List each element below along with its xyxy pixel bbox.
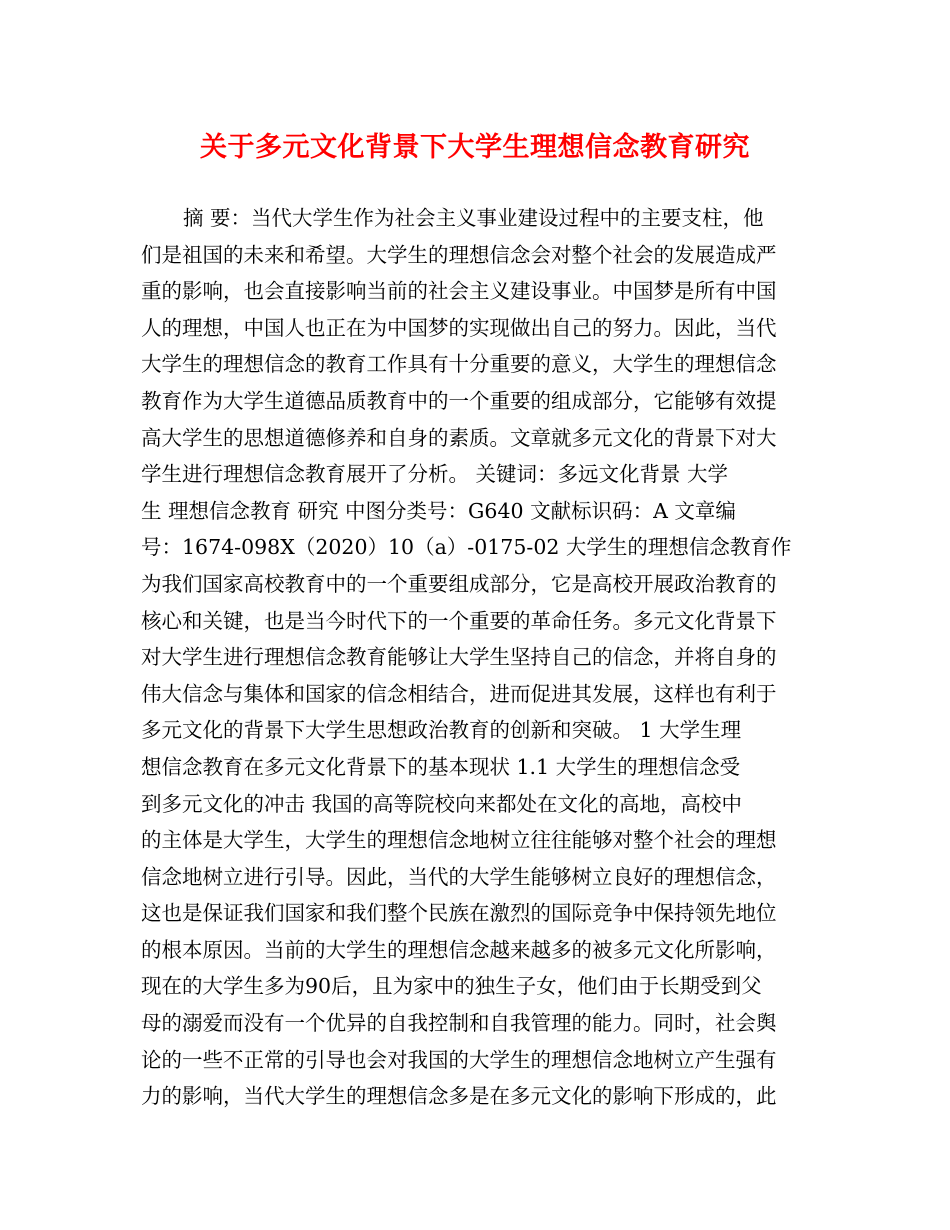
- body-line: 现在的大学生多为90后，且为家中的独生子女，他们由于长期受到父: [141, 974, 762, 999]
- body-line: 人的理想，中国人也正在为中国梦的实现做出自己的努力。因此，当代: [141, 315, 777, 340]
- body-line: 力的影响，当代大学生的理想信念多是在多元文化的影响下形成的，此: [141, 1084, 777, 1109]
- body-line: 的主体是大学生，大学生的理想信念地树立往往能够对整个社会的理想: [141, 828, 777, 853]
- body-line: 高大学生的思想道德修养和自身的素质。文章就多元文化的背景下对大: [141, 425, 777, 450]
- body-line: 伟大信念与集体和国家的信念相结合，进而促进其发展，这样也有利于: [141, 681, 777, 706]
- body-line: 号：1674-098X（2020）10（a）-0175-02 大学生的理想信念教育作: [141, 535, 792, 560]
- document-title: 关于多元文化背景下大学生理想信念教育研究: [200, 132, 750, 163]
- body-line: 想信念教育在多元文化背景下的基本现状 1.1 大学生的理想信念受: [141, 754, 741, 779]
- body-line: 的根本原因。当前的大学生的理想信念越来越多的被多元文化所影响，: [141, 937, 777, 962]
- body-line: 们是祖国的未来和希望。大学生的理想信念会对整个社会的发展造成严: [141, 242, 777, 267]
- body-line: 论的一些不正常的引导也会对我国的大学生的理想信念地树立产生强有: [141, 1047, 777, 1072]
- body-line: 生 理想信念教育 研究 中图分类号：G640 文献标识码：A 文章编: [141, 498, 736, 523]
- body-line: 核心和关键，也是当今时代下的一个重要的革命任务。多元文化背景下: [141, 608, 777, 633]
- body-line: 大学生的理想信念的教育工作具有十分重要的意义，大学生的理想信念: [141, 352, 777, 377]
- body-line: 重的影响，也会直接影响当前的社会主义建设事业。中国梦是所有中国: [141, 279, 777, 304]
- body-line: 母的溺爱而没有一个优异的自我控制和自我管理的能力。同时，社会舆: [141, 1011, 777, 1036]
- body-line: 多元文化的背景下大学生思想政治教育的创新和突破。 1 大学生理: [141, 718, 742, 743]
- body-line: 信念地树立进行引导。因此，当代的大学生能够树立良好的理想信念，: [141, 864, 777, 889]
- body-line: 到多元文化的冲击 我国的高等院校向来都处在文化的高地，高校中: [141, 791, 743, 816]
- body-line: 这也是保证我们国家和我们整个民族在激烈的国际竞争中保持领先地位: [141, 901, 777, 926]
- body-line: 为我们国家高校教育中的一个重要组成部分，它是高校开展政治教育的: [141, 571, 777, 596]
- body-line: 摘 要：当代大学生作为社会主义事业建设过程中的主要支柱，他: [183, 206, 764, 230]
- body-line: 教育作为大学生道德品质教育中的一个重要的组成部分，它能够有效提: [141, 388, 777, 413]
- body-line: 对大学生进行理想信念教育能够让大学生坚持自己的信念，并将自身的: [141, 645, 777, 670]
- body-line: 学生进行理想信念教育展开了分析。 关键词：多远文化背景 大学: [141, 462, 729, 487]
- document-body: [141, 200, 813, 1115]
